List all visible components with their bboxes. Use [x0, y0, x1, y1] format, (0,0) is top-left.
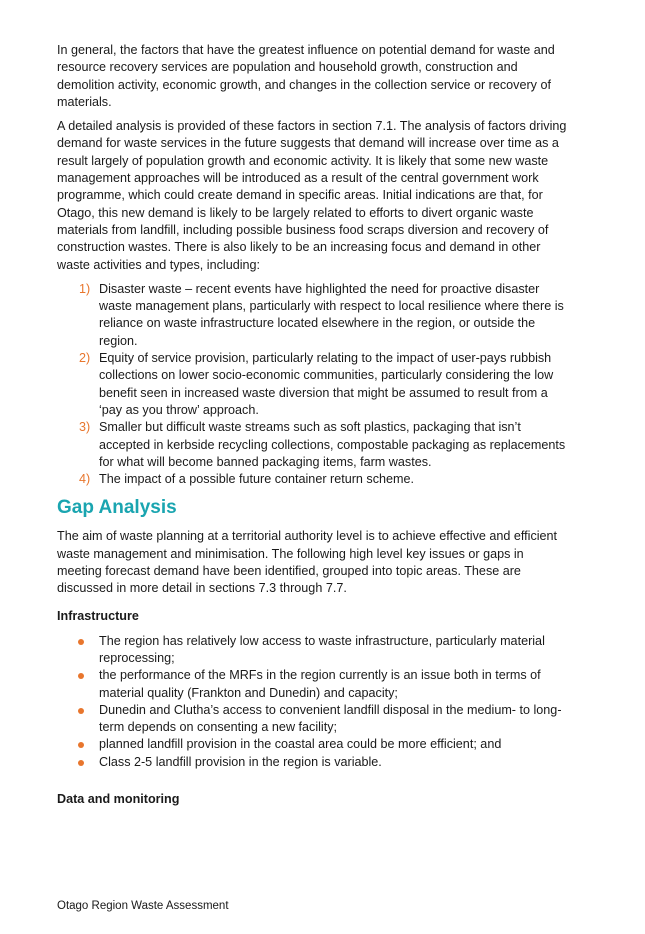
infrastructure-bullet-list	[57, 633, 567, 771]
list-item-text: Dunedin and Clutha’s access to convenient landfill disposal in the medium- to long-term depends on consenting a new facility;	[99, 702, 562, 735]
list-number: 4)	[79, 472, 91, 487]
list-item-text: Class 2-5 landfill provision in the region is variable.	[99, 754, 382, 769]
list-item	[57, 736, 567, 753]
list-item	[57, 419, 567, 471]
list-item-text: Equity of service provision, particularly relating to the impact of user-pays rubbish collections on lower socio-economic communities, particularly considering the low benefit seen in increased waste diversion that might be assumed to result from a ‘pay as you throw’ approach.	[99, 351, 554, 417]
intro-paragraph-2: A detailed analysis is provided of these factors in section 7.1. The analysis of factors driving demand for waste services in the future suggests that demand will increase over time as a result largely of population growth and economic activity. It is likely that some new waste management approaches will be introduced as a result of the central government work programme, which could create demand in specific areas. Initial indications are that, for Otago, this new demand is likely to be largely related to efforts to divert organic waste materials from landfill, including possible business food scraps diversion and recovery of construction wastes. There is also likely to be an increasing focus and demand in other waste activities and types, including:	[57, 119, 567, 272]
document-page	[57, 42, 567, 816]
list-item	[57, 350, 567, 419]
list-item	[57, 633, 567, 668]
list-number: 1)	[79, 281, 91, 296]
bullet-icon	[78, 673, 84, 679]
list-item	[57, 471, 567, 488]
bullet-icon	[78, 639, 84, 645]
list-item	[57, 281, 567, 350]
subheading-data-and-monitoring: Data and monitoring	[57, 791, 180, 806]
bullet-icon	[78, 760, 84, 766]
subheading-infrastructure: Infrastructure	[57, 608, 139, 623]
list-item-text: the performance of the MRFs in the region currently is an issue both in terms of material quality (Frankton and Dunedin) and capacity;	[99, 668, 541, 700]
page-footer: Otago Region Waste Assessment	[57, 900, 229, 912]
list-item-text: planned landfill provision in the coastal area could be more efficient; and	[99, 737, 502, 752]
bullet-icon	[78, 742, 84, 748]
list-item	[57, 667, 567, 702]
numbered-list	[57, 281, 567, 489]
list-item	[57, 702, 567, 737]
gap-analysis-paragraph: The aim of waste planning at a territorial authority level is to achieve effective and efficient waste management and minimisation. The following high level key issues or gaps in meeting forecast demand have been identified, grouped into topic areas. These are discussed in more detail in sections 7.3 through 7.7.	[57, 529, 558, 596]
list-number: 3)	[79, 420, 91, 435]
list-number: 2)	[79, 351, 91, 366]
list-item-text: The impact of a possible future container return scheme.	[99, 472, 415, 487]
bullet-icon	[78, 708, 84, 714]
list-item	[57, 754, 567, 771]
list-item-text: Smaller but difficult waste streams such as soft plastics, packaging that isn’t accepted in kerbside recycling collections, compostable packaging as replacements for what will become banned packaging items, farm wastes.	[99, 420, 566, 469]
list-item-text: The region has relatively low access to waste infrastructure, particularly material reprocessing;	[99, 633, 545, 665]
list-item-text: Disaster waste – recent events have highlighted the need for proactive disaster waste management plans, particularly with respect to local resilience where there is reliance on waste infrastructure located elsewhere in the region, or outside the region.	[99, 281, 564, 348]
section-heading-gap-analysis: Gap Analysis	[57, 497, 177, 519]
intro-paragraph-1: In general, the factors that have the greatest influence on potential demand for waste and resource recovery services are population and household growth, construction and demolition activity, economic growth, and changes in the collection service or recovery of materials.	[57, 43, 555, 109]
